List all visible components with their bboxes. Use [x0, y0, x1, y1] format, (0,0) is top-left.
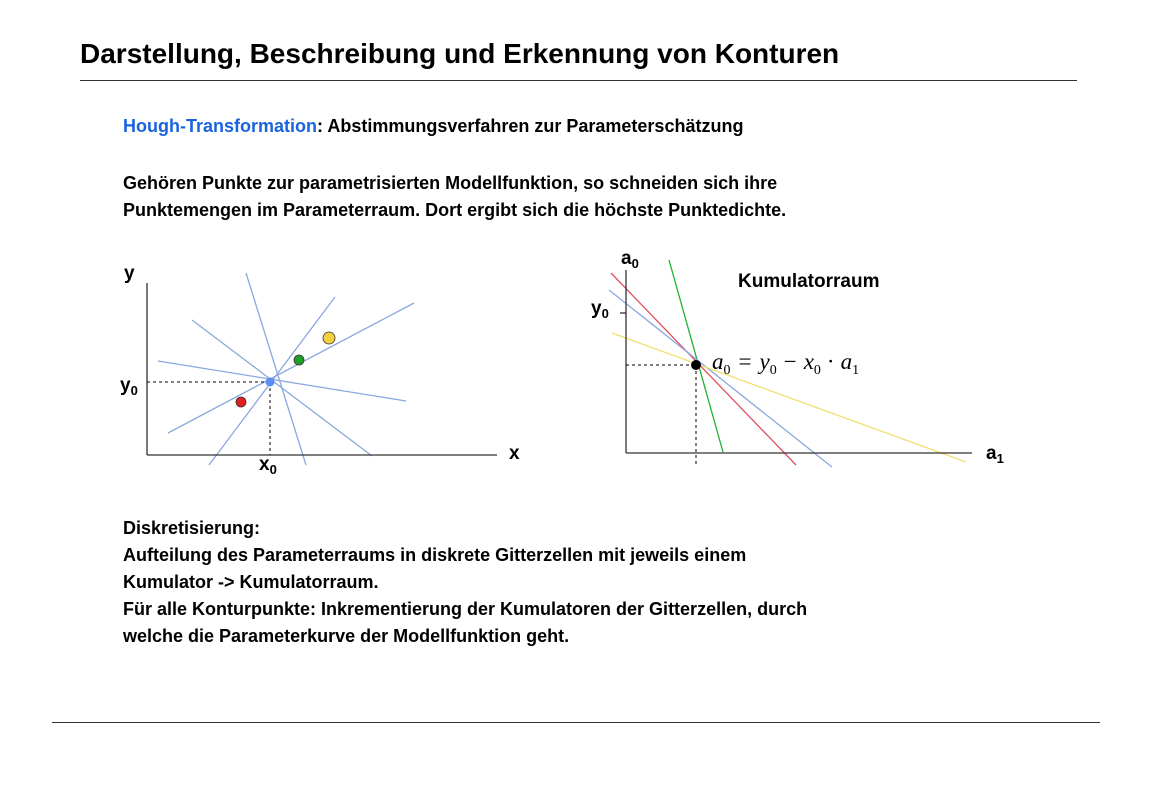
intro-line-2: Punktemengen im Parameterraum. Dort ergibt sich die höchste Punktedichte.	[123, 200, 787, 220]
a1-sub: 1	[996, 451, 1004, 466]
a0-axis-label	[621, 248, 639, 271]
candidate-line	[246, 273, 306, 465]
subtitle-rest: : Abstimmungsverfahren zur Parameterschätzung	[317, 116, 744, 136]
eq-dot: ·	[826, 349, 835, 374]
accumulator-maximum	[691, 360, 701, 370]
slide-title: Darstellung, Beschreibung und Erkennung von Konturen	[80, 38, 840, 69]
disc-line-5: welche die Parameterkurve der Modellfunktion geht.	[123, 626, 570, 646]
a0-base: a	[621, 248, 632, 269]
y0-param-label	[591, 298, 609, 321]
subtitle-highlight: Hough-Transformation	[123, 116, 317, 136]
eq-equals: =	[738, 349, 752, 374]
line-equation	[712, 349, 859, 378]
y0-param-sub: 0	[601, 306, 609, 321]
x0-sub: 0	[269, 462, 277, 477]
y0-sub: 0	[130, 383, 138, 398]
eq-lhs: a	[712, 349, 724, 374]
y0-base: y	[120, 375, 131, 396]
eq-lhs-sub: 0	[723, 363, 731, 378]
candidate-line	[192, 320, 372, 456]
accumulator-space-title: Kumulatorraum	[738, 271, 880, 292]
eq-term1-sub: 0	[769, 363, 777, 378]
intersection-point	[266, 378, 275, 387]
green-point	[294, 355, 304, 365]
eq-minus: −	[783, 349, 797, 374]
eq-term3-sub: 1	[852, 363, 860, 378]
red-point	[236, 397, 246, 407]
x-axis-label: x	[509, 443, 520, 464]
a0-sub: 0	[631, 256, 639, 271]
image-space-diagram	[120, 263, 520, 477]
eq-term3: a	[840, 349, 853, 374]
footer-divider	[52, 722, 1100, 723]
intro-line-1: Gehören Punkte zur parametrisierten Modellfunktion, so schneiden sich ihre	[123, 173, 778, 193]
a1-base: a	[986, 443, 997, 464]
parameter-space-diagram	[591, 248, 1004, 467]
eq-term1: y	[759, 349, 770, 374]
x0-label	[259, 454, 277, 477]
disc-line-1: Diskretisierung:	[123, 518, 261, 538]
y0-label	[120, 375, 138, 398]
y-axis-label: y	[124, 263, 135, 284]
discretization-paragraph	[123, 515, 807, 650]
candidate-lines	[158, 273, 414, 465]
disc-line-4: Für alle Konturpunkte: Inkrementierung der Kumulatoren der Gitterzellen, durch	[123, 599, 808, 619]
disc-line-3: Kumulator -> Kumulatorraum.	[123, 572, 379, 592]
disc-line-2: Aufteilung des Parameterraums in diskrete Gitterzellen mit jeweils einem	[123, 545, 747, 565]
y0-param-base: y	[591, 298, 602, 319]
a1-axis-label	[986, 443, 1004, 466]
x0-base: x	[259, 454, 270, 475]
eq-term2: x	[803, 349, 814, 374]
yellow-point	[323, 332, 335, 344]
eq-term2-sub: 0	[813, 363, 821, 378]
param-line-blue	[609, 290, 832, 467]
